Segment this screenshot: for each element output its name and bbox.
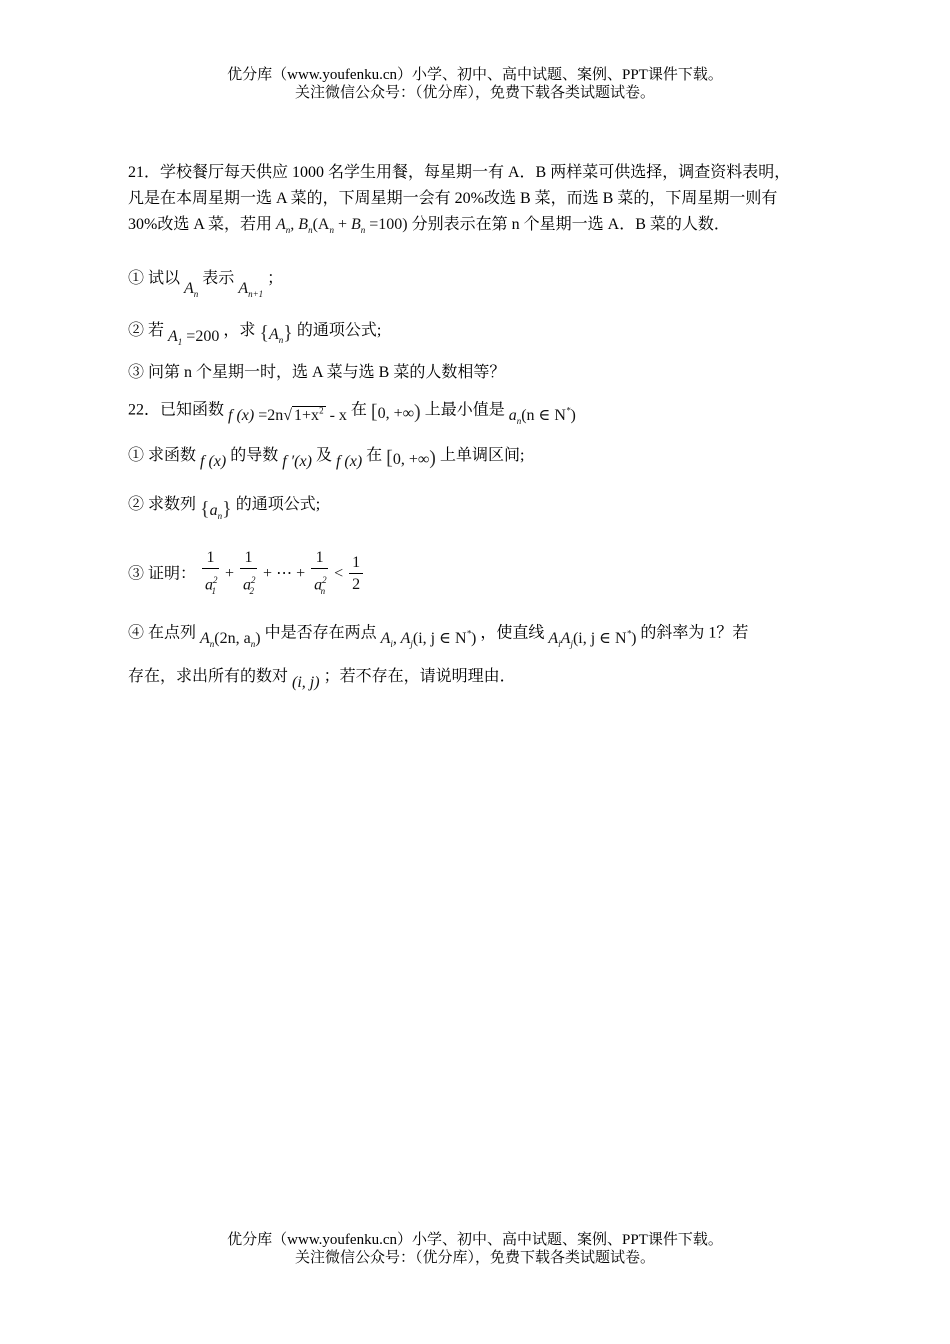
- q21-p1-text-c: ；: [267, 270, 284, 287]
- q22-p4-text-a: ④ 在点列: [128, 624, 197, 642]
- q22-line-1-text-c: 上最小值是: [424, 401, 505, 419]
- q22-p5-text-b: ；若不存在，请说明理由．: [323, 668, 516, 685]
- q21-p1-text-a: ① 试以: [128, 270, 181, 287]
- page-header: [0, 66, 950, 102]
- q22-line-1-text-a: 22．已知函数: [128, 401, 225, 419]
- q21-formula-an-bn: $A_n$, $B_n(A_n + B_n =100)$: [276, 216, 408, 236]
- formula-f-x-2: f (x): [335, 453, 363, 470]
- formula-interval: [0, +∞): [370, 401, 421, 424]
- q22-p1-text-c: 及: [315, 447, 332, 464]
- q21-p2-text-a: ② 若: [128, 322, 165, 339]
- footer-line-2: 关注微信公众号：（优分库），免费下载各类试题试卷。: [294, 1250, 655, 1266]
- formula-an-n-in-N: $a_n(n$ ∈ N*): [508, 406, 576, 427]
- q21-p2-text-c: 的通项公式;: [296, 322, 382, 339]
- formula-ai-aj: $A_i$, $A_j(i$, j ∈ N*): [380, 629, 477, 650]
- q22-p1-text-a: ① 求函数: [128, 447, 197, 464]
- frac-1-a2sq: $\frac{1}{a^2_2}$: [240, 548, 257, 602]
- formula-an-plus-1: $A_{n+1}$: [238, 280, 264, 300]
- q21-p1-text-b: 表示: [202, 270, 235, 287]
- formula-seq-a-n: $\{a_n\}$: [200, 498, 232, 522]
- header-line-2: 关注微信公众号：（优分库），免费下载各类试题试卷。: [294, 85, 655, 101]
- page-footer: [0, 1231, 950, 1267]
- frac-1-a1sq: $\frac{1}{a^2_1}$: [202, 548, 219, 602]
- q22-p1-text-b: 的导数: [230, 447, 279, 464]
- formula-pair-ij: (i, j): [292, 674, 320, 691]
- q21-line-1: 21．学校餐厅每天供应 1000 名学生用餐，每星期一有 A．B 两样菜可供选择，调查资料表明，: [128, 164, 791, 181]
- q21-part-2: [128, 318, 381, 347]
- formula-inequality: $\frac{1}{a^2_1}$ + $\frac{1}{a^2_2}$ + ⋯ + $\frac{1}{a^2_n}$ < $\frac{1}{2}$: [200, 565, 365, 582]
- q22-part-1: [128, 443, 525, 470]
- q21-part-3: ③ 问第 n 个星期一时，选 A 菜与选 B 菜的人数相等？: [128, 364, 506, 381]
- formula-f-x: f (x): [200, 453, 227, 470]
- frac-1-ansq: $\frac{1}{a^2_n}$: [311, 548, 328, 602]
- q21-p2-text-b: ，求: [223, 322, 256, 339]
- formula-seq-an: $\{A_n\}$: [259, 322, 293, 346]
- footer-line-1: 优分库（www.youfenku.cn）小学、初中、高中试题、案例、PPT课件下载。: [227, 1232, 723, 1248]
- q22-part-4: [128, 617, 748, 650]
- q22-line-1: [128, 394, 576, 427]
- q22-p3-text: ③ 证明：: [128, 565, 197, 583]
- formula-point-an: $A_n(2n$, $a_n$): [200, 630, 261, 650]
- q21-part-1: [128, 268, 284, 300]
- q22-p4-text-d: 的斜率为 1？若: [640, 624, 749, 642]
- formula-an: $A_n$: [184, 280, 199, 300]
- q22-p2-text-b: 的通项公式;: [235, 496, 321, 513]
- q22-part-3: [128, 548, 365, 602]
- q22-p2-text-a: ② 求数列: [128, 496, 197, 513]
- q22-p4-text-b: 中是否存在两点: [264, 624, 377, 642]
- formula-interval-2: [0, +∞): [386, 447, 436, 469]
- q22-p4-text-c: ，使直线: [480, 624, 545, 642]
- q21-line-3-text-a: 30%改选 A 菜，若用: [128, 216, 273, 233]
- q21-line-3: [128, 214, 730, 241]
- formula-f-prime-x: f ′(x): [282, 453, 312, 470]
- q22-line-1-text-b: 在: [350, 401, 367, 419]
- frac-1-2: $\frac{1}{2}$: [349, 553, 363, 596]
- q22-p1-text-e: 上单调区间;: [439, 447, 525, 464]
- q22-p1-text-d: 在: [366, 447, 383, 464]
- q21-line-3-text-b: 分别表示在第 n 个星期一选 A．B 菜的人数．: [411, 216, 730, 233]
- formula-line-aiaj: $A_iA_j(i$, j ∈ N*): [548, 629, 637, 650]
- formula-a1-equals-200: $A_1 =200$: [168, 328, 220, 348]
- q22-p5-text-a: 存在，求出所有的数对: [128, 668, 289, 685]
- q21-line-2: 凡是在本周星期一选 A 菜的，下周星期一会有 20%改选 B 菜，而选 B 菜的，下周星期一则有: [128, 190, 778, 207]
- header-line-1: 优分库（www.youfenku.cn）小学、初中、高中试题、案例、PPT课件下载。: [227, 67, 723, 83]
- q22-part-5: [128, 666, 516, 691]
- formula-f-definition: f (x) =2n√ $1+x^2 - x$: [228, 406, 347, 425]
- q22-part-2: [128, 492, 320, 521]
